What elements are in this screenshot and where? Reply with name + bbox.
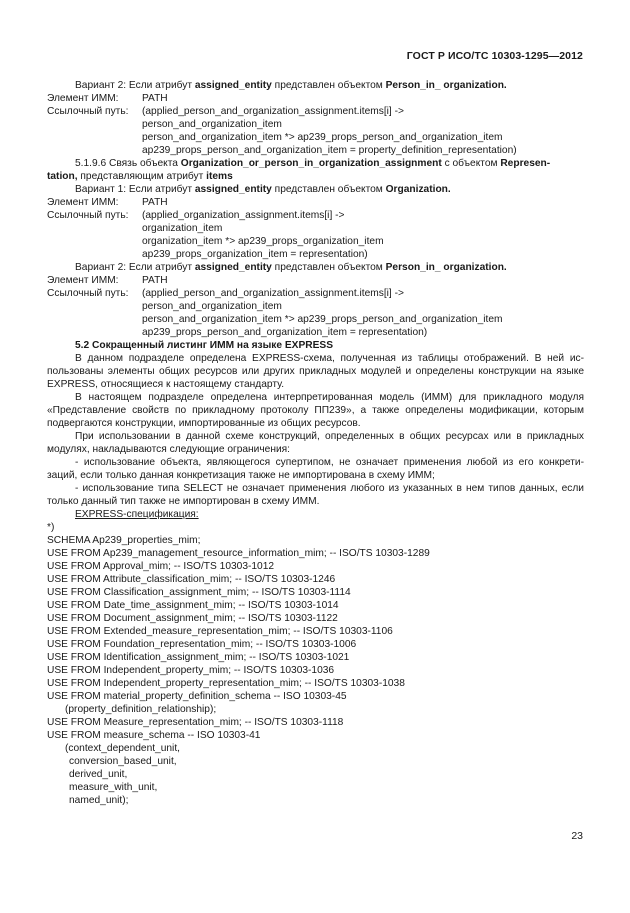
ref-path-line: ap239_props_person_and_organization_item = representation) [142, 327, 428, 338]
ref-path-line: person_and_organization_item [142, 119, 282, 130]
ref-path-line: person_and_organization_item *> ap239_props_person_and_organization_item [142, 314, 503, 325]
code-arg: (context_dependent_unit, [65, 743, 180, 754]
paragraph: При использовании в данной схеме конструкций, определенных в общих ресурсах или в прикладных модулях, накладываются следующие ограничения: [47, 431, 584, 455]
element-line: Элемент ИММ: PATH [47, 197, 168, 208]
code-line: USE FROM Attribute_classification_mim; -- ISO/TS 10303-1246 [47, 574, 336, 585]
page-number: 23 [571, 830, 583, 842]
code-line: USE FROM Identification_assignment_mim; -- ISO/TS 10303-1021 [47, 652, 350, 663]
code-open: *) [47, 522, 55, 533]
bullet-item: - использование типа SELECT не означает применения любого из указанных в нем типов данных, если только данный тип также не импортирован в схему ИММ. [47, 483, 584, 507]
element-line: Элемент ИММ: PATH [47, 275, 168, 286]
code-schema: SCHEMA Ap239_properties_mim; [47, 535, 201, 546]
code-arg: conversion_based_unit, [69, 756, 177, 767]
code-line: USE FROM Approval_mim; -- ISO/TS 10303-1012 [47, 561, 275, 572]
ref-path-line: ap239_props_organization_item = representation) [142, 249, 368, 260]
code-arg: named_unit); [69, 795, 129, 806]
ref-path-line: Ссылочный путь: (applied_organization_assignment.items[i] -> [47, 210, 345, 221]
paragraph: В данном подразделе определена EXPRESS-схема, полученная из таблицы отображений. В ней ис-пользованы элементы общих ресурсов или других прикладных модулей и определены конструкции на языке EXPRESS, относящиеся к настоящему стандарту. [47, 353, 584, 390]
code-line: USE FROM measure_schema -- ISO 10303-41 [47, 730, 261, 741]
variant-line: Вариант 1: Если атрибут assigned_entity представлен объектом Organization. [75, 184, 451, 195]
variant-line: Вариант 2: Если атрибут assigned_entity представлен объектом Person_in_ organization. [75, 80, 507, 91]
page-content [47, 79, 584, 807]
code-line: USE FROM Document_assignment_mim; -- ISO/TS 10303-1122 [47, 613, 338, 624]
section-heading-cont: tation, представляющим атрибут items [47, 171, 233, 182]
standard-header: ГОСТ Р ИСО/ТС 10303-1295—2012 [406, 50, 583, 62]
spec-label: EXPRESS-спецификация: [75, 509, 199, 520]
ref-path-line: organization_item [142, 223, 223, 234]
code-line: USE FROM Independent_property_mim; -- ISO/TS 10303-1036 [47, 665, 335, 676]
code-line: USE FROM Measure_representation_mim; -- ISO/TS 10303-1118 [47, 717, 344, 728]
code-line: USE FROM Independent_property_representation_mim; -- ISO/TS 10303-1038 [47, 678, 405, 689]
element-line: Элемент ИММ: PATH [47, 93, 168, 104]
code-line: USE FROM Extended_measure_representation_mim; -- ISO/TS 10303-1106 [47, 626, 393, 637]
section-heading: 5.1.9.6 Связь объекта Organization_or_person_in_organization_assignment с объектом Represen- [75, 158, 551, 169]
code-line: USE FROM Classification_assignment_mim; -- ISO/TS 10303-1114 [47, 587, 351, 598]
code-arg: (property_definition_relationship); [65, 704, 217, 715]
ref-path-line: ap239_props_person_and_organization_item = property_definition_representation) [142, 145, 517, 156]
ref-path-line: Ссылочный путь: (applied_person_and_organization_assignment.items[i] -> [47, 288, 404, 299]
code-line: USE FROM material_property_definition_schema -- ISO 10303-45 [47, 691, 347, 702]
code-line: USE FROM Date_time_assignment_mim; -- ISO/TS 10303-1014 [47, 600, 339, 611]
ref-path-line: person_and_organization_item [142, 301, 282, 312]
section-heading: 5.2 Сокращенный листинг ИММ на языке EXPRESS [75, 340, 334, 351]
ref-path-line: Ссылочный путь: (applied_person_and_organization_assignment.items[i] -> [47, 106, 404, 117]
code-line: USE FROM Ap239_management_resource_information_mim; -- ISO/TS 10303-1289 [47, 548, 430, 559]
variant-line: Вариант 2: Если атрибут assigned_entity представлен объектом Person_in_ organization. [75, 262, 507, 273]
code-line: USE FROM Foundation_representation_mim; -- ISO/TS 10303-1006 [47, 639, 357, 650]
bullet-item: - использование объекта, являющегося супертипом, не означает применения любой из его конкрети-заций, если только данная конкретизация также не импортирована в схему ИММ; [47, 457, 584, 481]
ref-path-line: organization_item *> ap239_props_organization_item [142, 236, 384, 247]
paragraph: В настоящем подразделе определена интерпретированная модель (ИММ) для прикладного модуля «Представление свойств по прикладному протоколу ПП239», а также определены модификации, которым подвергаются конструкции, импортированные из общих ресурсов. [47, 392, 584, 429]
ref-path-line: person_and_organization_item *> ap239_props_person_and_organization_item [142, 132, 503, 143]
code-arg: measure_with_unit, [69, 782, 158, 793]
code-arg: derived_unit, [69, 769, 128, 780]
